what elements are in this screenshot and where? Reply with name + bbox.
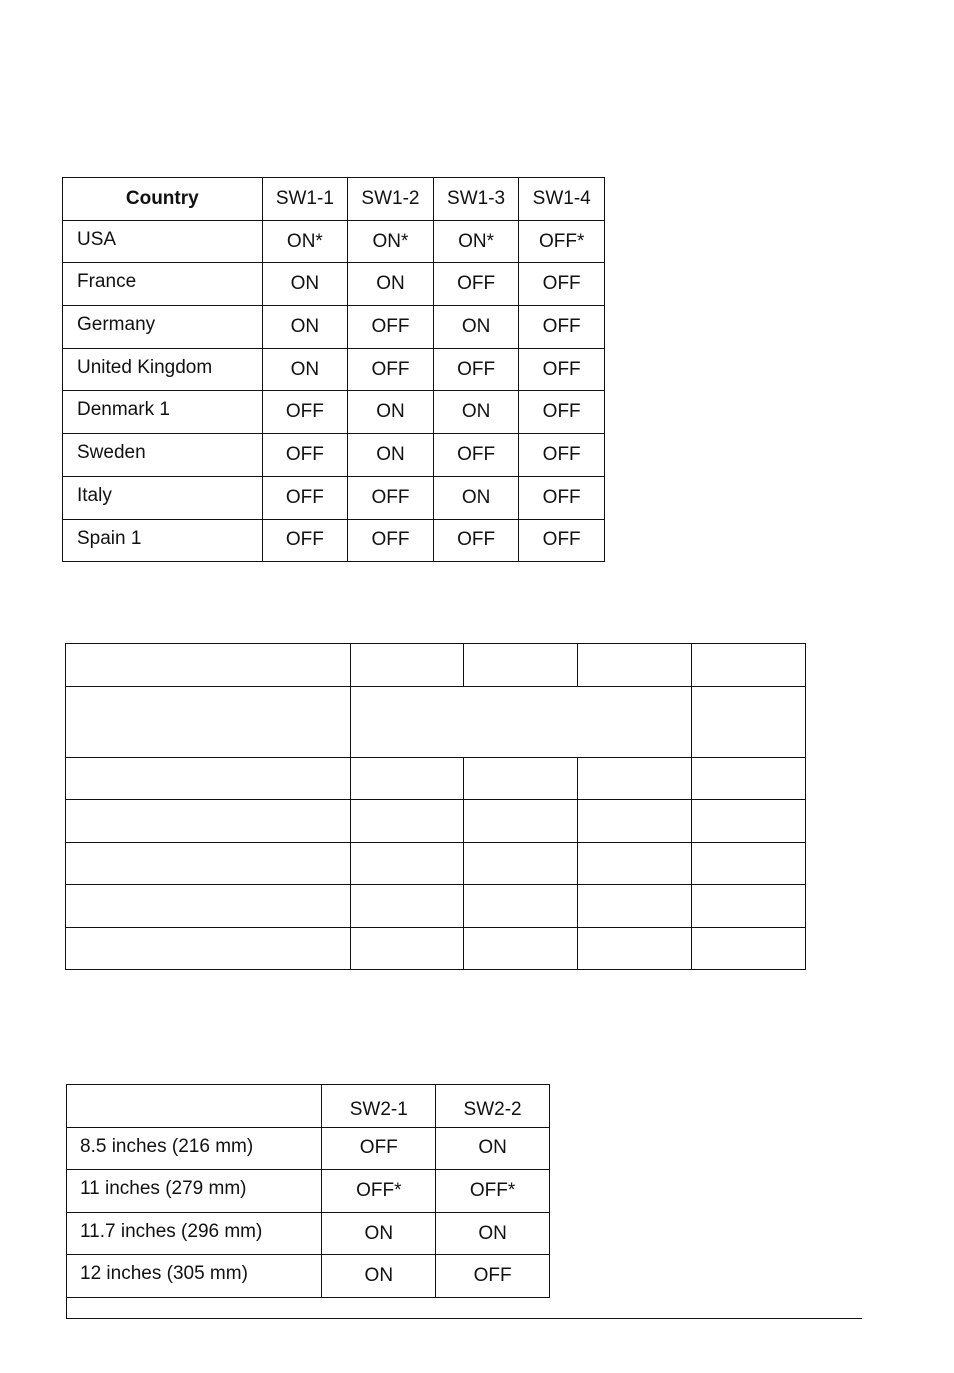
header-length (67, 1085, 322, 1128)
country-switch-table (62, 177, 605, 562)
switch-value: ON (348, 263, 434, 306)
switch-value: OFF (348, 519, 434, 562)
empty-cell (350, 927, 464, 970)
empty-cell (464, 800, 578, 843)
header-sw2-1: SW2-1 (322, 1085, 436, 1128)
empty-cell (578, 927, 692, 970)
table-row (66, 885, 806, 928)
empty-cell (464, 927, 578, 970)
empty-grid-table (65, 643, 806, 970)
empty-cell (692, 927, 806, 970)
empty-cell (692, 757, 806, 800)
header-sw2-2: SW2-2 (436, 1085, 550, 1128)
empty-cell (578, 757, 692, 800)
table-header-row (63, 178, 605, 221)
empty-cell (578, 885, 692, 928)
switch-value: ON (436, 1127, 550, 1170)
empty-cell (66, 800, 351, 843)
empty-cell (350, 800, 464, 843)
empty-cell (464, 885, 578, 928)
country-name: United Kingdom (63, 348, 263, 391)
switch-value: ON* (262, 220, 348, 263)
empty-cell (350, 644, 464, 687)
switch-value: ON (322, 1255, 436, 1298)
switch-value: OFF (436, 1255, 550, 1298)
table-row (66, 927, 806, 970)
switch-value: ON (262, 348, 348, 391)
switch-value: ON (433, 391, 519, 434)
country-name: Spain 1 (63, 519, 263, 562)
switch-value: OFF (433, 348, 519, 391)
switch-value: ON (262, 306, 348, 349)
switch-value: OFF (519, 306, 605, 349)
table-row (63, 306, 605, 349)
table-row (63, 519, 605, 562)
switch-value: ON (348, 391, 434, 434)
switch-value: OFF (262, 391, 348, 434)
table-header-row (67, 1085, 550, 1128)
paper-length-switch-table (66, 1084, 550, 1298)
switch-value: OFF (322, 1127, 436, 1170)
empty-cell (692, 885, 806, 928)
paper-length: 8.5 inches (216 mm) (67, 1127, 322, 1170)
empty-cell (66, 842, 351, 885)
left-rule (66, 1297, 67, 1319)
switch-value: OFF (519, 519, 605, 562)
switch-value: OFF (519, 434, 605, 477)
switch-value: OFF (348, 476, 434, 519)
empty-cell (692, 800, 806, 843)
switch-value: OFF (262, 519, 348, 562)
header-sw1-4: SW1-4 (519, 178, 605, 221)
table-row (67, 1255, 550, 1298)
empty-cell (66, 885, 351, 928)
country-name: Sweden (63, 434, 263, 477)
table-row (63, 348, 605, 391)
header-sw1-3: SW1-3 (433, 178, 519, 221)
table-row (66, 644, 806, 687)
empty-cell (578, 800, 692, 843)
switch-value: OFF (519, 263, 605, 306)
switch-value: ON* (433, 220, 519, 263)
switch-value: OFF (348, 306, 434, 349)
table-row (63, 220, 605, 263)
switch-value: ON (322, 1212, 436, 1255)
header-sw1-1: SW1-1 (262, 178, 348, 221)
table-row (63, 434, 605, 477)
table-row (66, 757, 806, 800)
table-row (63, 263, 605, 306)
table-row (66, 686, 806, 757)
empty-cell (350, 757, 464, 800)
switch-value: ON (348, 434, 434, 477)
switch-value: ON (433, 476, 519, 519)
switch-value: ON (262, 263, 348, 306)
switch-value: OFF (519, 391, 605, 434)
switch-value: OFF* (322, 1170, 436, 1213)
empty-merged-cell (350, 686, 692, 757)
empty-cell (692, 842, 806, 885)
empty-cell (578, 842, 692, 885)
table-row (67, 1170, 550, 1213)
country-name: Italy (63, 476, 263, 519)
country-name: USA (63, 220, 263, 263)
country-name: Germany (63, 306, 263, 349)
switch-value: ON (433, 306, 519, 349)
empty-cell (464, 644, 578, 687)
switch-value: OFF* (519, 220, 605, 263)
paper-length: 11 inches (279 mm) (67, 1170, 322, 1213)
switch-value: OFF (519, 348, 605, 391)
switch-value: OFF* (436, 1170, 550, 1213)
paper-length: 11.7 inches (296 mm) (67, 1212, 322, 1255)
switch-value: ON* (348, 220, 434, 263)
switch-value: OFF (433, 519, 519, 562)
empty-cell (66, 757, 351, 800)
empty-cell (464, 842, 578, 885)
country-name: France (63, 263, 263, 306)
switch-value: OFF (262, 434, 348, 477)
header-country: Country (63, 178, 263, 221)
empty-cell (578, 644, 692, 687)
table-row (63, 476, 605, 519)
table-row (66, 800, 806, 843)
empty-cell (692, 644, 806, 687)
bottom-rule (66, 1318, 862, 1319)
empty-cell (692, 686, 806, 757)
table-row (67, 1212, 550, 1255)
switch-value: OFF (519, 476, 605, 519)
empty-cell (350, 885, 464, 928)
header-sw1-2: SW1-2 (348, 178, 434, 221)
switch-value: OFF (433, 434, 519, 477)
paper-length: 12 inches (305 mm) (67, 1255, 322, 1298)
country-name: Denmark 1 (63, 391, 263, 434)
switch-value: OFF (262, 476, 348, 519)
table-row (63, 391, 605, 434)
empty-cell (66, 927, 351, 970)
table-row (66, 842, 806, 885)
empty-cell (66, 686, 351, 757)
switch-value: OFF (433, 263, 519, 306)
empty-cell (464, 757, 578, 800)
empty-cell (350, 842, 464, 885)
table-row (67, 1127, 550, 1170)
switch-value: ON (436, 1212, 550, 1255)
empty-cell (66, 644, 351, 687)
switch-value: OFF (348, 348, 434, 391)
